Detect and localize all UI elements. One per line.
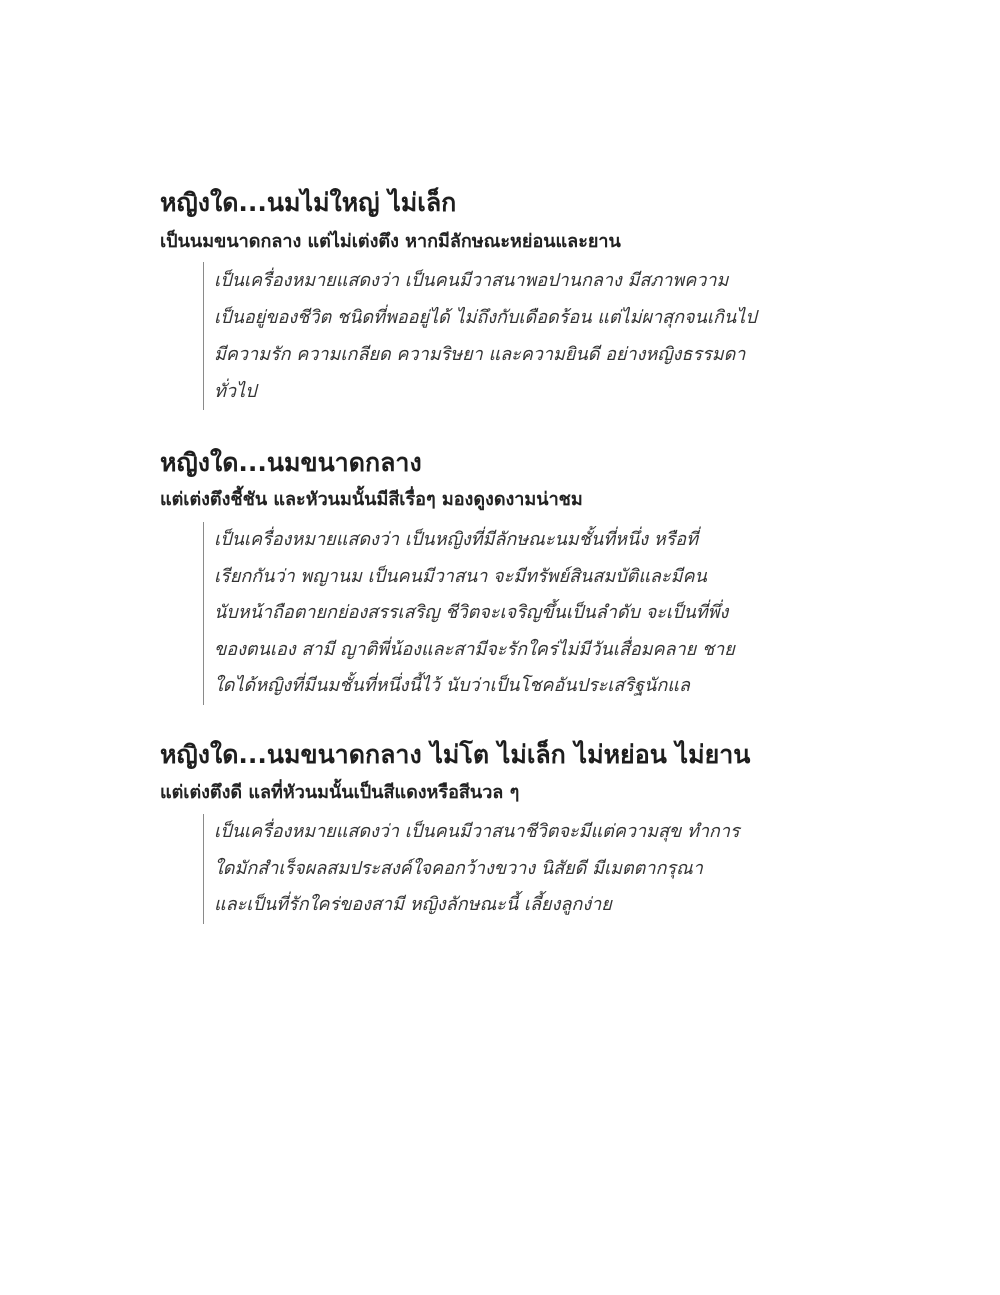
body-line: ใดมักสำเร็จผลสมประสงค์ใจคอกว้างขวาง นิสัยดี มีเมตตากรุณา: [214, 857, 703, 879]
body-line: ใดได้หญิงที่มีนมชั้นที่หนึ่งนี้ไว้ นับว่าเป็นโชคอันประเสริฐนักแล: [214, 675, 690, 696]
section-body: [203, 814, 794, 924]
body-line: ของตนเอง สามี ญาติพี่น้องและสามีจะรักใคร่ไม่มีวันเสื่อมคลาย ชาย: [214, 638, 735, 660]
body-line: และเป็นที่รักใคร่ของสามี หญิงลักษณะนี้ เลี้ยงลูกง่าย: [214, 894, 612, 915]
section-subtitle: แต่เต่งตึงดี แลที่หัวนมนั้นเป็นสีแดงหรือสีนวล ๆ: [160, 782, 520, 803]
section-body: [203, 522, 794, 705]
body-line: เป็นเครื่องหมายแสดงว่า เป็นหญิงที่มีลักษณะนมชั้นที่หนึ่ง หรือที่: [214, 529, 698, 550]
section-title: หญิงใด...นมขนาดกลาง ไม่โต ไม่เล็ก ไม่หย่อน ไม่ยาน: [160, 740, 751, 769]
body-line: เป็นเครื่องหมายแสดงว่า เป็นคนมีวาสนาชีวิตจะมีแต่ความสุข ทำการ: [214, 821, 740, 842]
body-line: นับหน้าถือตายกย่องสรรเสริญ ชีวิตจะเจริญขึ้นเป็นลำดับ จะเป็นที่พึ่ง: [214, 602, 729, 623]
body-line: ทั่วไป: [214, 381, 257, 402]
section-subtitle: เป็นนมขนาดกลาง แต่ไม่เต่งตึง หากมีลักษณะหย่อนและยาน: [160, 231, 621, 252]
body-line: มีความรัก ความเกลียด ความริษยา และความยินดี อย่างหญิงธรรมดา: [214, 344, 746, 365]
section-title: หญิงใด...นมไม่ใหญ่ ไม่เล็ก: [160, 188, 457, 217]
body-line: เป็นเครื่องหมายแสดงว่า เป็นคนมีวาสนาพอปานกลาง มีสภาพความ: [214, 270, 729, 291]
section-title: หญิงใด...นมขนาดกลาง: [160, 448, 422, 477]
body-line: เรียกกันว่า พญานม เป็นคนมีวาสนา จะมีทรัพย์สินสมบัติและมีคน: [214, 565, 707, 587]
section-subtitle: แต่เต่งตึงชี้ชัน และหัวนมนั้นมีสีเรื่อๆ มองดูงดงามน่าชม: [160, 489, 583, 510]
section-body: [203, 262, 794, 410]
body-line: เป็นอยู่ของชีวิต ชนิดที่พออยู่ได้ ไม่ถึงกับเดือดร้อน แต่ไม่ผาสุกจนเกินไป: [214, 307, 757, 328]
